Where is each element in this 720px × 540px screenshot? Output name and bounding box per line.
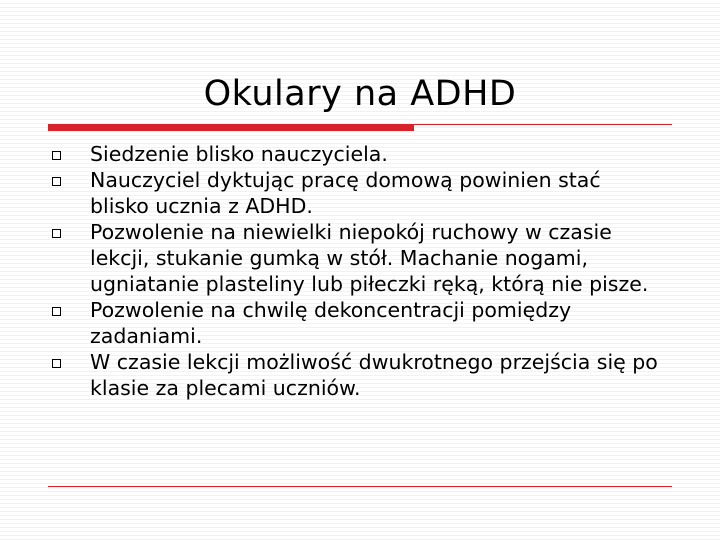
bullet-text: Pozwolenie na niewielki niepokój ruchowy w czasie lekcji, stukanie gumką w stół. Machanie nogami, ugniatanie plasteliny lub piłeczki ręką, którą nie pisze. — [90, 220, 649, 296]
bullet-text: Nauczyciel dyktując pracę domową powinien stać blisko ucznia z ADHD. — [90, 168, 601, 218]
bullet-list — [52, 141, 664, 401]
bullet-item — [52, 141, 664, 167]
hollow-square-icon — [52, 307, 61, 316]
hollow-square-icon — [52, 151, 61, 160]
bullet-item — [52, 349, 664, 401]
bullet-text: Siedzenie blisko nauczyciela. — [90, 142, 388, 166]
bullet-item — [52, 297, 664, 349]
bullet-text: W czasie lekcji możliwość dwukrotnego przejścia się po klasie za plecami uczniów. — [90, 350, 658, 400]
title-underline-thick — [48, 124, 414, 131]
hollow-square-icon — [52, 229, 61, 238]
hollow-square-icon — [52, 359, 61, 368]
slide-title: Okulary na ADHD — [203, 74, 517, 114]
footer-rule — [48, 486, 672, 487]
bullet-item — [52, 219, 664, 297]
bullet-item — [52, 167, 664, 219]
bullet-text: Pozwolenie na chwilę dekoncentracji pomiędzy zadaniami. — [90, 298, 572, 348]
hollow-square-icon — [52, 177, 61, 186]
title-underline-thin — [414, 124, 672, 125]
